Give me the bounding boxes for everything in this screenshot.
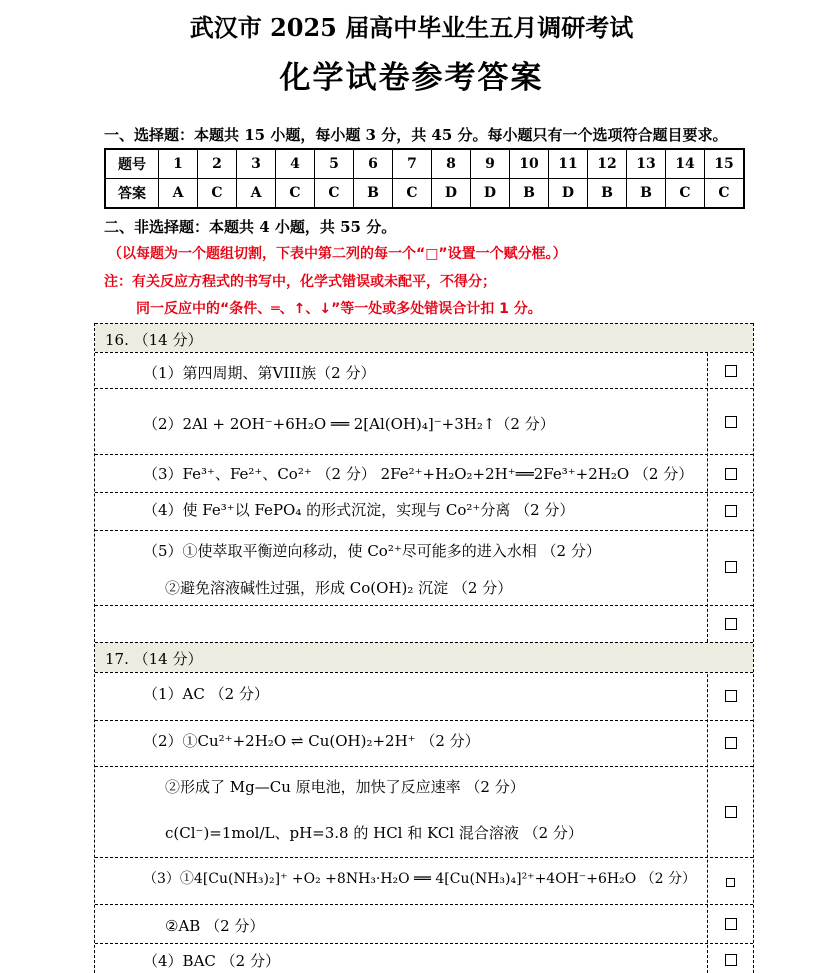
answer-cell: B [588, 179, 627, 209]
answer-table [104, 148, 745, 209]
question-number: 2 [198, 149, 237, 179]
question-title: 16. （14 分） [105, 331, 203, 349]
score-box[interactable] [725, 618, 737, 630]
question-number: 10 [510, 149, 549, 179]
question-number: 14 [666, 149, 705, 179]
row-label-answer: 答案 [105, 179, 159, 209]
question-number: 11 [549, 149, 588, 179]
answer-cell: C [393, 179, 432, 209]
answer-row [95, 388, 753, 454]
answer-row [95, 857, 753, 904]
answer-cell: B [354, 179, 393, 209]
answer-cell: B [627, 179, 666, 209]
question-number: 13 [627, 149, 666, 179]
answer-text: （4）使 Fe³⁺以 FePO₄ 的形式沉淀，实现与 Co²⁺分离 （2 分） [143, 501, 575, 519]
score-box[interactable] [725, 416, 737, 428]
answer-row [95, 352, 753, 388]
question-number: 7 [393, 149, 432, 179]
answer-cell: A [159, 179, 198, 209]
exam-subtitle: 化学试卷参考答案 [279, 60, 544, 96]
answer-cell: D [471, 179, 510, 209]
exam-title: 武汉市 2025 届高中毕业生五月调研考试 [189, 13, 634, 42]
answer-cell: C [276, 179, 315, 209]
score-box[interactable] [725, 690, 737, 702]
answer-row [95, 454, 753, 492]
question-number: 5 [315, 149, 354, 179]
answer-text: （4）BAC （2 分） [143, 952, 280, 970]
answer-row [95, 904, 753, 943]
score-box[interactable] [725, 918, 737, 930]
answer-row [95, 492, 753, 530]
answer-cell: C [666, 179, 705, 209]
score-box[interactable] [725, 505, 737, 517]
answer-text: （1）第四周期、第VIII族（2 分） [143, 364, 376, 382]
question-number: 6 [354, 149, 393, 179]
answer-grid [94, 323, 754, 973]
answer-row [95, 530, 753, 605]
grading-note: 同一反应中的“条件、═、↑、↓”等一处或多处错误合计扣 1 分。 [136, 301, 542, 317]
grading-note: 注：有关反应方程式的书写中，化学式错误或未配平，不得分； [104, 274, 496, 290]
score-box[interactable] [725, 737, 737, 749]
score-box[interactable] [725, 468, 737, 480]
answer-text: （1）AC （2 分） [143, 685, 269, 703]
answer-cell: D [432, 179, 471, 209]
answer-text: （5）①使萃取平衡逆向移动，使 Co²⁺尽可能多的进入水相 （2 分） [143, 542, 601, 560]
answer-row-empty [95, 605, 753, 642]
grading-note: （以每题为一个题组切割，下表中第二列的每一个“□”设置一个赋分框。） [108, 246, 567, 262]
question-number: 1 [159, 149, 198, 179]
row-label-question: 题号 [105, 149, 159, 179]
question-number: 9 [471, 149, 510, 179]
score-box[interactable] [725, 954, 737, 966]
answer-cell: C [705, 179, 745, 209]
question-number: 8 [432, 149, 471, 179]
answer-text: ②避免溶液碱性过强，形成 Co(OH)₂ 沉淀 （2 分） [165, 579, 513, 597]
answer-cell: D [549, 179, 588, 209]
question-number-row [105, 149, 744, 179]
answer-text: （3）Fe³⁺、Fe²⁺、Co²⁺ （2 分） 2Fe²⁺+H₂O₂+2H⁺══2Fe³⁺+2H₂O （2 分） [143, 465, 694, 483]
answer-text: ②AB （2 分） [165, 917, 265, 935]
question-number: 3 [237, 149, 276, 179]
answer-text: c(Cl⁻)=1mol/L、pH=3.8 的 HCl 和 KCl 混合溶液 （2 分） [165, 824, 583, 842]
score-box[interactable] [725, 365, 737, 377]
answer-text: （2）①Cu²⁺+2H₂O ⇌ Cu(OH)₂+2H⁺ （2 分） [143, 732, 480, 750]
answer-text: （3）①4[Cu(NH₃)₂]⁺ +O₂ +8NH₃·H₂O ══ 4[Cu(NH₃)₄]²⁺+4OH⁻+6H₂O （2 分） [143, 871, 697, 887]
answer-cell: B [510, 179, 549, 209]
question-number: 4 [276, 149, 315, 179]
section2-heading: 二、非选择题：本题共 4 小题，共 55 分。 [104, 218, 397, 236]
question-number: 15 [705, 149, 745, 179]
answer-row [95, 766, 753, 857]
section1-heading: 一、选择题：本题共 15 小题，每小题 3 分，共 45 分。每小题只有一个选项符合题目要求。 [104, 126, 728, 144]
answer-row [105, 179, 744, 209]
answer-cell: A [237, 179, 276, 209]
answer-row [95, 943, 753, 973]
question-number: 12 [588, 149, 627, 179]
question-17-header [95, 642, 753, 672]
score-box[interactable] [726, 878, 735, 887]
answer-row [95, 672, 753, 720]
answer-text: （2）2Al + 2OH⁻+6H₂O ══ 2[Al(OH)₄]⁻+3H₂↑（2 分） [143, 415, 555, 433]
answer-cell: C [315, 179, 354, 209]
question-16-header [95, 323, 753, 352]
score-box[interactable] [725, 806, 737, 818]
answer-cell: C [198, 179, 237, 209]
answer-text: ②形成了 Mg—Cu 原电池，加快了反应速率 （2 分） [165, 778, 525, 796]
score-box[interactable] [725, 561, 737, 573]
question-title: 17. （14 分） [105, 650, 203, 668]
answer-row [95, 720, 753, 766]
